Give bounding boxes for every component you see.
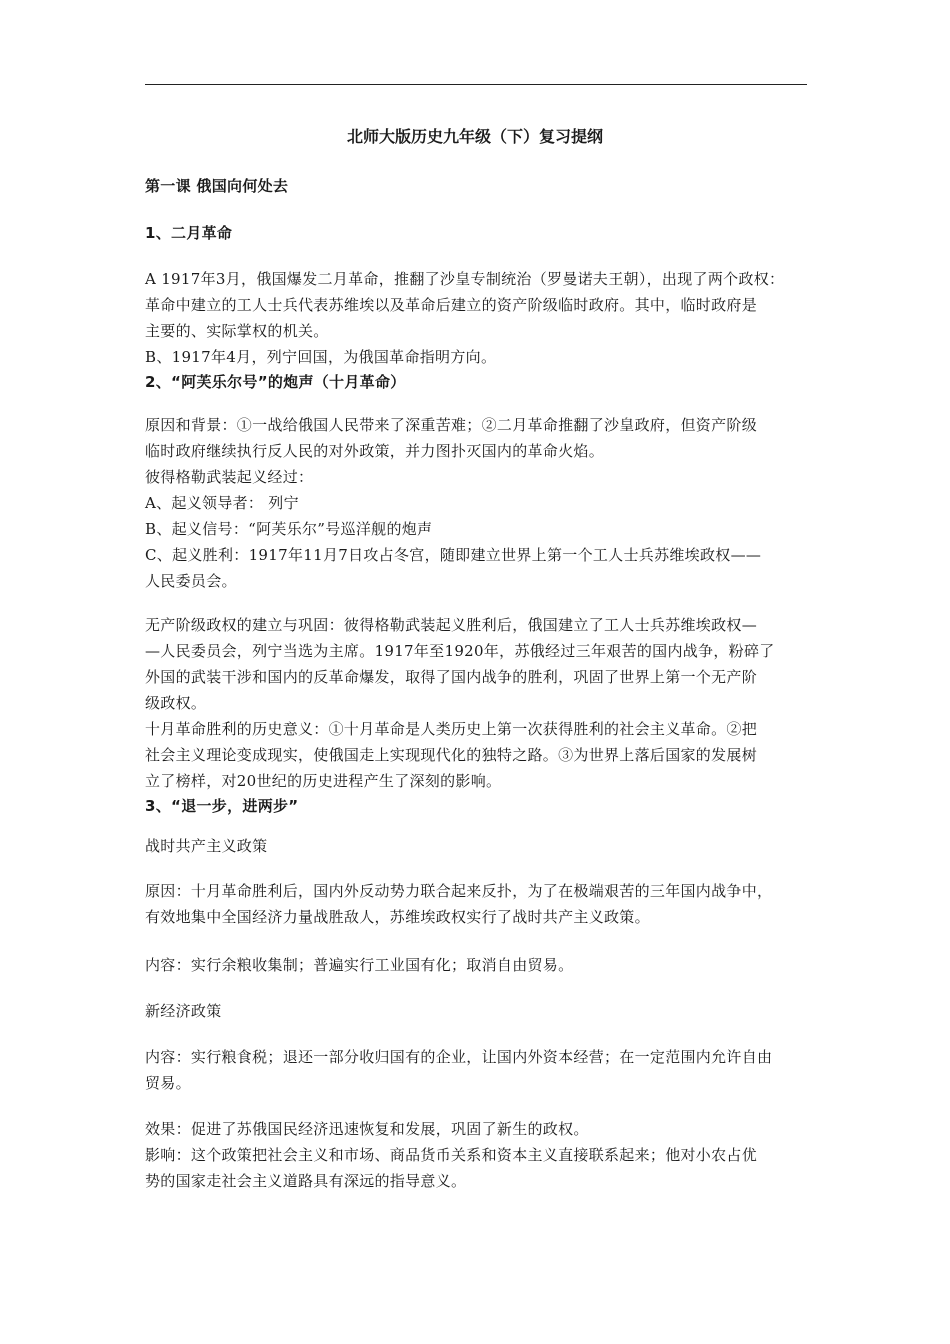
paragraph-line: 无产阶级政权的建立与巩固：彼得格勒武装起义胜利后，俄国建立了工人士兵苏维埃政权— — [145, 616, 758, 634]
paragraph-line: 临时政府继续执行反人民的对外政策，并力图扑灭国内的革命火焰。 — [145, 442, 605, 460]
paragraph-line: 立了榜样，对20世纪的历史进程产生了深刻的影响。 — [145, 772, 502, 790]
paragraph-line: 原因和背景：①一战给俄国人民带来了深重苦难；②二月革命推翻了沙皇政府，但资产阶级 — [145, 416, 758, 434]
section-heading-1: 1、二月革命 — [145, 224, 233, 242]
paragraph-line: 内容：实行余粮收集制；普遍实行工业国有化；取消自由贸易。 — [145, 956, 574, 974]
lesson-heading: 第一课 俄国向何处去 — [145, 177, 289, 195]
paragraph-line: B、起义信号：“阿芙乐尔”号巡洋舰的炮声 — [145, 520, 433, 538]
paragraph-line: 内容：实行粮食税；退还一部分收归国有的企业，让国内外资本经营；在一定范围内允许自由 — [145, 1048, 773, 1066]
paragraph-line: —人民委员会，列宁当选为主席。1917年至1920年，苏俄经过三年艰苦的国内战争，粉碎了 — [145, 642, 775, 660]
paragraph-line: 影响：这个政策把社会主义和市场、商品货币关系和资本主义直接联系起来；他对小农占优 — [145, 1146, 758, 1164]
paragraph-line: 革命中建立的工人士兵代表苏维埃以及革命后建立的资产阶级临时政府。其中，临时政府是 — [145, 296, 758, 314]
paragraph-line: 彼得格勒武装起义经过： — [145, 468, 314, 486]
paragraph-line: 有效地集中全国经济力量战胜敌人，苏维埃政权实行了战时共产主义政策。 — [145, 908, 650, 926]
paragraph-line: 人民委员会。 — [145, 572, 237, 590]
paragraph-line: 效果：促进了苏俄国民经济迅速恢复和发展，巩固了新生的政权。 — [145, 1120, 589, 1138]
header-rule — [145, 84, 807, 85]
paragraph-line: C、起义胜利：1917年11月7日攻占冬宫，随即建立世界上第一个工人士兵苏维埃政权—— — [145, 546, 762, 564]
paragraph-line: 社会主义理论变成现实，使俄国走上实现现代化的独特之路。③为世界上落后国家的发展树 — [145, 746, 758, 764]
document-title: 北师大版历史九年级（下）复习提纲 — [346, 127, 603, 146]
paragraph-line: 势的国家走社会主义道路具有深远的指导意义。 — [145, 1172, 467, 1190]
section-heading-2: 2、“阿芙乐尔号”的炮声（十月革命） — [145, 373, 406, 391]
paragraph-line: 主要的、实际掌权的机关。 — [145, 322, 329, 340]
paragraph-line: 十月革命胜利的历史意义：①十月革命是人类历史上第一次获得胜利的社会主义革命。②把 — [145, 720, 758, 738]
paragraph-line: A、起义领导者： 列宁 — [145, 494, 299, 512]
paragraph-line: B、1917年4月，列宁回国，为俄国革命指明方向。 — [145, 348, 497, 366]
subheading: 新经济政策 — [145, 1002, 222, 1020]
paragraph-line: A 1917年3月，俄国爆发二月革命，推翻了沙皇专制统治（罗曼诺夫王朝），出现了两个政权： — [145, 270, 785, 288]
section-heading-3: 3、“退一步，进两步” — [145, 797, 299, 815]
paragraph-line: 级政权。 — [145, 694, 207, 712]
subheading: 战时共产主义政策 — [145, 837, 268, 855]
paragraph-line: 外国的武装干涉和国内的反革命爆发，取得了国内战争的胜利，巩固了世界上第一个无产阶 — [145, 668, 758, 686]
paragraph-line: 贸易。 — [145, 1074, 191, 1092]
paragraph-line: 原因：十月革命胜利后，国内外反动势力联合起来反扑，为了在极端艰苦的三年国内战争中， — [145, 882, 773, 900]
